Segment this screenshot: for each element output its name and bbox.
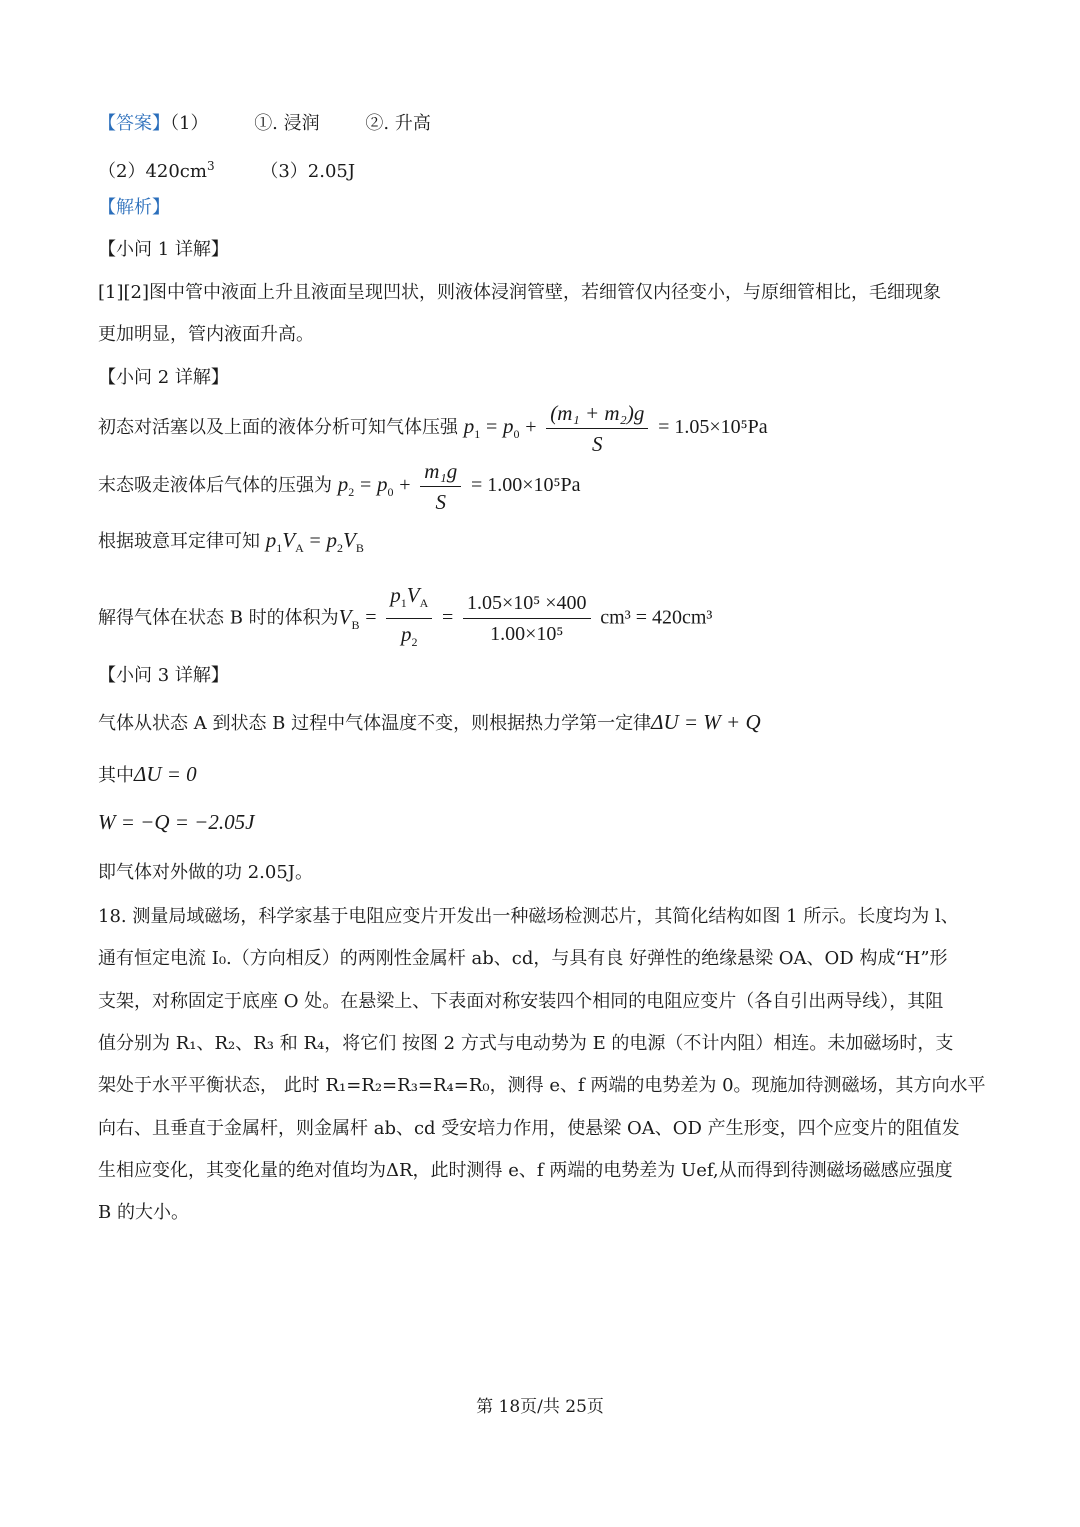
q2-volume-solution: 解得气体在状态 B 时的体积为$V_B$ = $\frac{p_1V_A}{p_2}$ = $\frac{\text{1.05×10⁵ ×400}}{\text{1.00×10⁵}}$ cm³ = 420cm³ [98,580,712,657]
answer-part1-a: ①. 浸润 [254,113,320,134]
answer-tag: 【答案】 [98,113,170,134]
q18-line-8: B 的大小。 [98,1202,189,1223]
q18-line-3: 支架，对称固定于底座 O 处。在悬梁上、下表面对称安装四个相同的电阻应变片（各自引出两导线），其阻 [98,991,944,1012]
answer-line-2 [98,152,355,186]
q2-final-result: = 1.00×10⁵Pa [470,474,581,496]
q18-line-1: 18. 测量局域磁场，科学家基于电阻应变片开发出一种磁场检测芯片，其简化结构如图 1 所示。长度均为 l、 [98,906,959,927]
q3-text-line-2: 其中ΔU = 0 [98,762,197,786]
q2-initial-result: = 1.05×10⁵Pa [658,416,768,438]
q3-heading: 【小问 3 详解】 [98,665,229,686]
answer-part2-value: 420cm [145,161,207,182]
q18-line-5: 架处于水平平衡状态， 此时 R₁=R₂=R₃=R₄=R₀，测得 e、f 两端的电势差为 0。现施加待测磁场，其方向水平 [98,1075,986,1096]
q18-line-4: 值分别为 R₁、R₂、R₃ 和 R₄，将它们 按图 2 方式与电动势为 E 的电源（不计内阻）相连。未加磁场时，支 [98,1033,954,1054]
q18-line-7: 生相应变化，其变化量的绝对值均为ΔR，此时测得 e、f 两端的电势差为 Uef,从而得到待测磁场磁感应强度 [98,1160,953,1181]
q1-text-line-1: [1][2]图中管中液面上升且液面呈现凹状，则液体浸润管壁，若细管仅内径变小，与原细管相比，毛细现象 [98,282,941,303]
q3-first-law: ΔU = W + Q [651,710,761,734]
q2-final-pressure: 末态吸走液体后气体的压强为 $p_2 = p_0$ + $\frac{\text{m₁g}}{S}$ = 1.00×10⁵Pa [98,454,580,522]
q3-text-line-1: 气体从状态 A 到状态 B 过程中气体温度不变，则根据热力学第一定律ΔU = W + Q [98,710,761,734]
q1-heading: 【小问 1 详解】 [98,239,229,260]
q2-heading: 【小问 2 详解】 [98,367,229,388]
page-footer: 第 18页/共 25页 [476,1397,604,1417]
q2-solve-text: 解得气体在状态 B 时的体积为 [98,607,339,629]
q2-solve-fraction-2: $\frac{\text{1.05×10⁵ ×400}}{\text{1.00×10⁵}}$ [463,588,591,649]
q2-boyle-text: 根据玻意耳定律可知 [98,531,260,552]
answer-part2-sup: 3 [206,159,215,173]
q3-delta-u: ΔU = 0 [134,762,197,786]
q18-line-6: 向右、且垂直于金属杆，则金属杆 ab、cd 受安培力作用，使悬梁 OA、OD 产生形变，四个应变片的阻值发 [98,1118,960,1139]
q3-conclusion: 即气体对外做的功 2.05J。 [98,862,314,883]
answer-part2-label: （2） [98,161,146,182]
answer-line-1 [98,110,431,138]
q2-final-fraction: $\frac{\text{m₁g}}{S}$ [420,456,461,517]
answer-part3-label: （3） [260,161,308,182]
q2-initial-fraction: $\frac{\text{(m₁ + m₂)g}}{S}$ [546,398,648,459]
answer-part1-b: ②. 升高 [365,113,431,134]
q2-initial-text: 初态对活塞以及上面的液体分析可知气体压强 [98,417,458,438]
q2-final-text: 末态吸走液体后气体的压强为 [98,475,332,496]
analysis-tag: 【解析】 [98,197,170,218]
answer-part1-label: （1） [170,113,209,134]
answer-part3-value: 2.05J [307,161,356,182]
q3-work-equation: W = −Q = −2.05J [98,810,255,834]
q18-line-2: 通有恒定电流 I₀.（方向相反）的两刚性金属杆 ab、cd，与具有良 好弹性的绝缘悬梁 OA、OD 构成“H”形 [98,948,948,969]
q2-solve-result: cm³ = 420cm³ [600,606,713,629]
q2-solve-fraction-1: $\frac{p_1V_A}{p_2}$ [386,580,432,657]
q2-boyle-law: 根据玻意耳定律可知 $p_1V_A = p_2V_B$ [98,528,364,556]
q1-text-line-2: 更加明显，管内液面升高。 [98,324,314,345]
q2-initial-pressure: 初态对活塞以及上面的液体分析可知气体压强 $p_1 = p_0$ + $\frac{\text{(m₁ + m₂)g}}{S}$ = 1.05×10⁵Pa [98,396,768,464]
